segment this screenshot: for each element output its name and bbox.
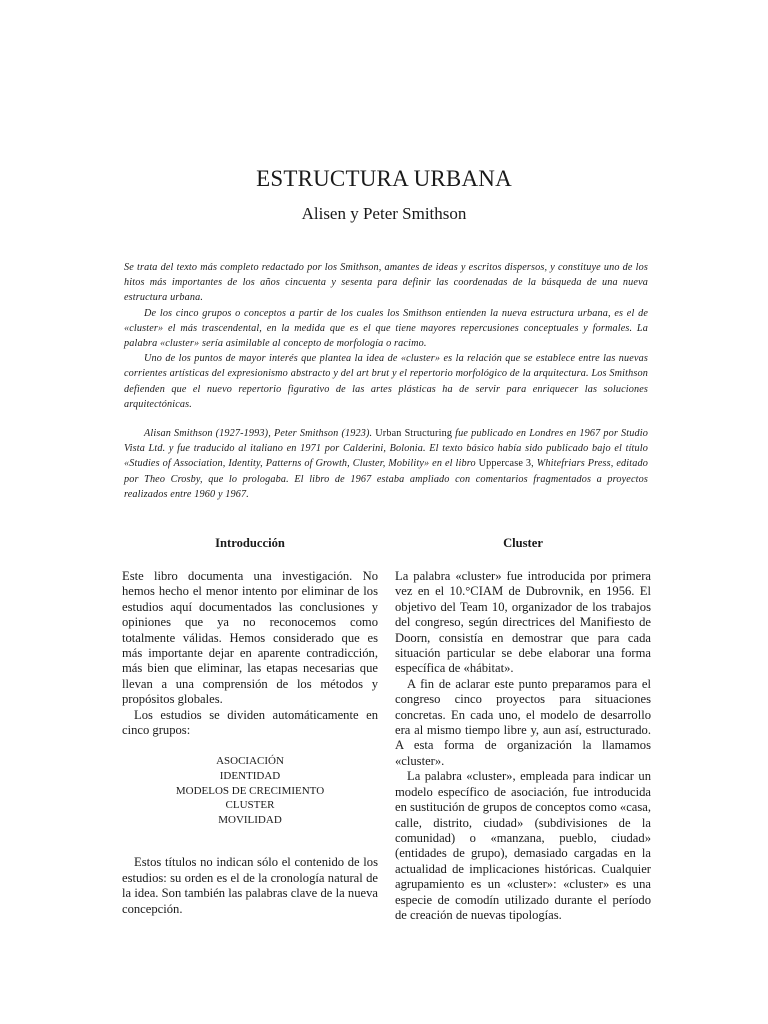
cluster-paragraph-3: La palabra «cluster», empleada para indicar un modelo específico de asociación, fue introducida en sustitución de grupos de conceptos como «casa, calle, distrito, ciudad» (subdivisiones de la comunidad) o «manzana, pueblo, ciudad» (entidades de grupo), demasiado cargadas en la actualidad de implicaciones históricas. Cualquier agrupamiento es un «cluster»: «cluster» es una especie de comodín utilizado durante el período de creación de nuevas tipologías. [395, 769, 652, 922]
abstract-publication-info: fue publicado en Londres en 1967 por Studio Vista Ltd. y fue traducido al italiano en 1971 por Calderini, Bolonia. El texto básico había sido publicado bajo el título «Studies of Association, Identity, Patterns of Growth, Cluster, Mobility» en el libro [124, 428, 648, 470]
abstract-publication-info-2: Whitefriars Press, editado por Theo Crosby, que lo prologaba. El libro de 1967 estaba ampliado con comentarios fragmentados a proyectos realizados entre 1960 y 1967. [124, 458, 648, 500]
group-item: IDENTIDAD [219, 770, 281, 783]
group-list [122, 754, 378, 827]
article-authors: Alisen y Peter Smithson [301, 204, 467, 223]
intro-paragraph-1: Este libro documenta una investigación. No hemos hecho el menor intento por eliminar de los estudios aquí documentados las conclusiones y opiniones que ya no reconocemos como totalmente válidas. Hemos considerado que es más importante dejar en aparente contradicción, más bien que eliminar, las etapas necesarias que llevan a una comprensión de los métodos y propósitos globales. [122, 569, 378, 707]
section-heading-introduccion: Introducción [215, 536, 285, 550]
abstract-authors-dates: Alisan Smithson (1927-1993), Peter Smithson (1923). [144, 428, 373, 440]
group-item: CLUSTER [225, 799, 275, 812]
cluster-paragraph-1: La palabra «cluster» fue introducida por primera vez en el 10.°CIAM de Dubrovnik, en 1956. El objetivo del Team 10, organizador de los trabajos del congreso, según directrices del Manifiesto de Doorn, consistía en demostrar que para cada situación particular se debe elaborar una forma específica de «hábitat». [395, 569, 651, 676]
intro-paragraph-2: Los estudios se dividen automáticamente en cinco grupos: [122, 707, 378, 738]
group-item: MOVILIDAD [218, 813, 282, 826]
intro-paragraph-3: Estos títulos no indican sólo el contenido de los estudios: su orden es el de la cronología natural de la idea. Son también las palabras clave de la nueva concepción. [122, 855, 378, 916]
book-title-urban-structuring: Urban Structuring [375, 428, 453, 440]
abstract [124, 260, 648, 502]
group-item: MODELOS DE CRECIMIENTO [175, 784, 325, 797]
section-heading-cluster: Cluster [503, 536, 543, 550]
column-cluster [395, 534, 651, 923]
abstract-paragraph-2: De los cinco grupos o conceptos a partir de los cuales los Smithson entienden la nueva estructura urbana, es el de «cluster» el más trascendental, en la medida que es el que tiene mayores repercusiones conceptuales y formales. La palabra «cluster» sería asimilable al concepto de morfología o racimo. [124, 307, 648, 350]
article-title: ESTRUCTURA URBANA [256, 166, 512, 191]
column-introduccion [122, 534, 378, 917]
cluster-paragraph-2: A fin de aclarar este punto preparamos para el congreso cinco proyectos para situaciones concretas. En cada uno, el modelo de desarrollo era al mismo tiempo libre y, aun así, estructurado. A esta forma de organización la llamamos «cluster». [395, 676, 651, 768]
abstract-paragraph-1: Se trata del texto más completo redactado por los Smithson, amantes de ideas y escritos dispersos, y constituye uno de los hitos más importantes de los años cincuenta y sesenta para definir las coordenadas de la búsqueda de una nueva estructura urbana. [124, 262, 648, 304]
group-item: ASOCIACIÓN [216, 755, 284, 768]
abstract-paragraph-4 [124, 426, 648, 502]
abstract-paragraph-3: Uno de los puntos de mayor interés que plantea la idea de «cluster» es la relación que se establece entre las nuevas corrientes artísticas del expresionismo abstracto y del art brut y el repertorio morfológico de la arquitectura. Los Smithson defienden que el nuevo repertorio figurativo de las artes plásticas ha de servir para enriquecer las soluciones arquitectónicas. [124, 353, 648, 410]
book-title-uppercase: Uppercase 3, [478, 458, 534, 470]
